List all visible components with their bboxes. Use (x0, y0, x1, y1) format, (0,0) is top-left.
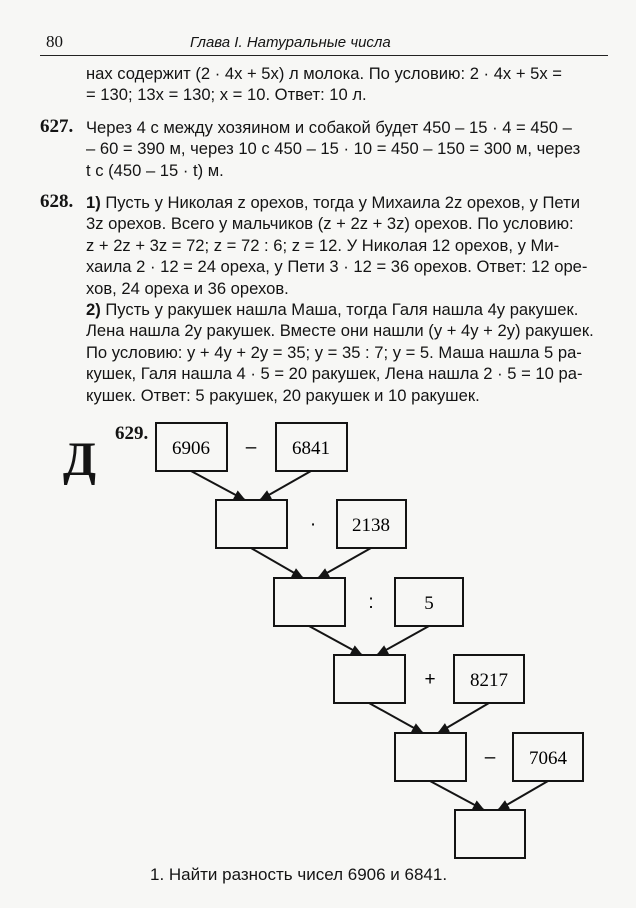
text-line: Через 4 с между хозяином и собакой будет 450 – 15 · 4 = 450 – (86, 118, 572, 137)
arrow (251, 548, 303, 578)
arrow (498, 781, 548, 810)
box-final-result (455, 810, 525, 858)
value-multiplier: 2138 (352, 515, 390, 536)
operator-multiply: · (309, 514, 317, 535)
problem-number-629: 629. (115, 423, 149, 444)
arrow (369, 703, 423, 733)
text-line: хов, 24 ореха и 36 орехов. (86, 278, 289, 298)
text-line: хаила 2 · 12 = 24 ореха, у Пети 3 · 12 = 36 орехов. Ответ: 12 оре- (86, 257, 588, 277)
text-fragment: Пусть у ракушек нашла Маша, тогда Галя нашла 4у ракушек. (100, 300, 579, 320)
problem-number-628: 628. (40, 191, 74, 212)
operator-divide: : (368, 592, 374, 613)
arrow (438, 703, 489, 733)
value-divisor: 5 (424, 593, 434, 614)
value-addend: 8217 (470, 670, 508, 691)
problem-number-627: 627. (40, 116, 74, 137)
text-line: нах содержит (2 · 4х + 5х) л молока. По условию: 2 · 4х + 5х = (86, 64, 562, 83)
text-line: = 130; 13х = 130; х = 10. Ответ: 10 л. (86, 85, 367, 105)
text-line: z + 2z + 3z = 72; z = 72 : 6; z = 12. У Николая 12 орехов, у Ми- (86, 235, 560, 255)
text-line: Лена нашла 2у ракушек. Вместе они нашли (у + 4у + 2у) ракушек. (86, 321, 594, 341)
task-caption: 1. Найти разность чисел 6906 и 6841. (150, 865, 448, 884)
value-subtrahend: 6841 (292, 438, 330, 459)
arrow (430, 781, 484, 810)
arrow (377, 626, 429, 655)
arrow (318, 548, 371, 578)
section-marker: Д (63, 433, 97, 486)
operator-minus-2: – (484, 747, 496, 768)
value-subtrahend-2: 7064 (529, 748, 567, 769)
text-line: кушек. Ответ: 5 ракушек, 20 ракушек и 10 ракушек. (86, 385, 480, 405)
text-line: t с (450 – 15 · t) м. (86, 160, 224, 180)
operator-minus: – (245, 437, 257, 458)
chapter-title: Глава I. Натуральные числа (190, 34, 391, 51)
arrow (191, 471, 245, 500)
box-result-3 (334, 655, 405, 703)
box-result-2 (274, 578, 345, 626)
text-line: – 60 = 390 м, через 10 с 450 – 15 · 10 = 450 – 150 = 300 м, через (86, 139, 581, 159)
text-line: По условию: у + 4у + 2у = 35; у = 35 : 7; у = 5. Маша нашла 5 ра- (86, 342, 582, 362)
arrow (309, 626, 362, 655)
text-line: 3z орехов. Всего у мальчиков (z + 2z + 3z) орехов. По условию: (86, 214, 574, 234)
box-result-1 (216, 500, 287, 548)
text-line: кушек, Галя нашла 4 · 5 = 20 ракушек, Лена нашла 2 · 5 = 10 ра- (86, 364, 583, 384)
part-label: 2) (86, 300, 101, 320)
text-fragment: Пусть у Николая z орехов, тогда у Михаила 2z орехов, у Пети (100, 193, 580, 212)
part-label: 1) (86, 193, 101, 212)
arrow (260, 471, 311, 500)
box-result-4 (395, 733, 466, 781)
value-minuend: 6906 (172, 438, 210, 459)
operator-plus: + (424, 669, 436, 690)
page-number: 80 (46, 32, 63, 51)
